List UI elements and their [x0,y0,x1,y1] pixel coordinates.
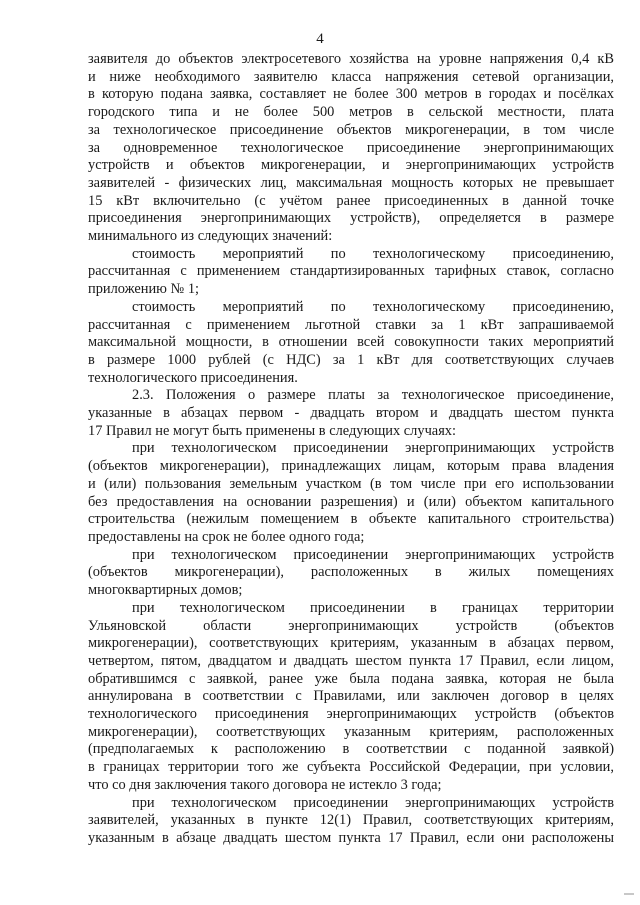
text-line: микрогенерации), соответствующих указанным критериям, расположенных [88,723,614,740]
text-line: и ниже необходимого заявителю класса напряжения сетевой организации, [88,68,614,85]
text-line: (объектов микрогенерации), расположенных в жилых помещениях [88,564,614,581]
text-line: указанные в абзацах первом - двадцать втором и двадцать шестом пункта [88,405,614,422]
text-line: в границах территории того же субъекта Российской Федерации, при условии, [88,759,614,776]
text-line: присоединения энергопринимающих устройств), определяется в размере [88,210,614,227]
text-line: аннулирована в соответствии с Правилами, или заключен договор в целях [88,688,614,705]
text-line: стоимость мероприятий по технологическому присоединению, [132,298,614,315]
text-line: стоимость мероприятий по технологическому присоединению, [132,245,614,262]
text-line: (предполагаемых к расположению в соответствии с поданной заявкой) [88,741,614,758]
text-line: при технологическом присоединении энергопринимающих устройств [132,546,614,563]
text-line: за одновременное технологическое присоединение энергопринимающих [88,139,614,156]
text-line: заявителей, указанных в пункте 12(1) Правил, соответствующих критериям, [88,812,614,829]
text-line: заявителей - физических лиц, максимальная мощность которых не превышает [88,174,614,191]
text-line: при технологическом присоединении энергопринимающих устройств [132,794,614,811]
text-line: технологического присоединения. [88,369,298,386]
document-body [88,51,614,848]
text-line: при технологическом присоединении в границах территории [132,599,614,616]
text-line: устройств и объектов микрогенерации, и энергопринимающих устройств [88,157,614,174]
text-line: Ульяновской области энергопринимающих устройств (объектов [88,617,614,634]
scan-artifact-mark [624,893,634,895]
text-line: обратившимся с заявкой, ранее уже была подана заявка, которая не была [88,670,614,687]
text-line: указанным в абзаце двадцать шестом пункта 17 Правил, если они расположены [88,829,614,846]
text-line: предоставлены на срок не более одного года; [88,528,365,545]
text-line: городского типа и не более 500 метров в сельской местности, плата [88,104,614,121]
text-line: четвертом, пятом, двадцатом и двадцать шестом пункта 17 Правил, если лицом, [88,652,614,669]
text-line: что со дня заключения такого договора не истекло 3 года; [88,776,442,793]
text-line: рассчитанная с применением льготной ставки за 1 кВт запрашиваемой [88,316,614,333]
text-line: строительства (нежилым помещением в объекте капитального строительства) [88,511,614,528]
page-number: 4 [316,31,324,47]
text-line: 17 Правил не могут быть применены в следующих случаях: [88,422,457,439]
text-line: (объектов микрогенерации), принадлежащих лицам, которым права владения [88,458,614,475]
text-line: в которую подана заявка, составляет не более 300 метров в городах и посёлках [88,86,614,103]
text-line: заявителя до объектов электросетевого хозяйства на уровне напряжения 0,4 кВ [88,51,614,67]
text-line: рассчитанная с применением стандартизированных тарифных ставок, согласно [88,263,614,280]
text-line: 2.3. Положения о размере платы за технологическое присоединение, [132,387,614,404]
text-line: максимальной мощности, в отношении всей совокупности таких мероприятий [88,334,614,351]
text-line: при технологическом присоединении энергопринимающих устройств [132,440,614,457]
text-line: в размере 1000 рублей (с НДС) за 1 кВт для соответствующих случаев [88,351,614,368]
text-line: многоквартирных домов; [88,582,243,599]
text-line: микрогенерации), соответствующих критериям, указанным в абзацах первом, [88,635,614,652]
text-line: приложению № 1; [88,281,200,298]
text-line: технологического присоединения энергопринимающих устройств (объектов [88,706,614,723]
text-line: 15 кВт включительно (с учётом ранее присоединенных в данной точке [88,192,614,209]
text-line: и (или) пользования земельным участком (в том числе при его использовании [88,475,614,492]
text-line: за технологическое присоединение объектов микрогенерации, в том числе [88,121,614,138]
text-line: без предоставления на основании разрешения) и (или) объектом капитального [88,493,614,510]
text-line: минимального из следующих значений: [88,228,333,245]
